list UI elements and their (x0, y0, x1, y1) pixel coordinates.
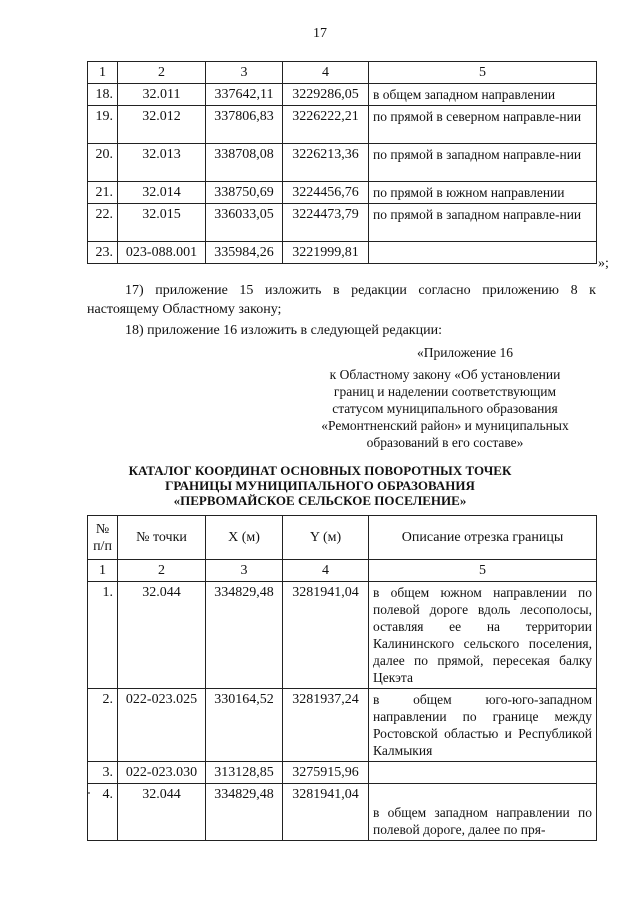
cell-desc: по прямой в западном направле-нии (369, 144, 597, 182)
cell-desc: в общем юго-юго-западном направлении по границе между Ростовской областью и Республикой Калмыкия (369, 689, 597, 762)
cell-n: 18. (88, 84, 118, 106)
column-header: Описание отрезка границы (369, 516, 597, 560)
column-header: № п/п (88, 516, 118, 560)
column-number-row (88, 560, 597, 582)
annex-caption-line: образований в его составе» (366, 435, 524, 450)
catalog-title-line: «ПЕРВОМАЙСКОЕ СЕЛЬСКОЕ ПОСЕЛЕНИЕ» (173, 493, 467, 508)
column-number: 2 (118, 560, 206, 582)
cell-x: 330164,52 (206, 689, 283, 762)
cell-y: 3221999,81 (283, 242, 369, 264)
cell-point: 32.044 (118, 582, 206, 689)
table-row (88, 784, 597, 841)
table-row (88, 582, 597, 689)
cell-n: 3. (88, 762, 118, 784)
cell-x: 337642,11 (206, 84, 283, 106)
cell-point: 32.044 (118, 784, 206, 841)
header-cell: 5 (369, 62, 597, 84)
annex-caption-line: статусом муниципального образования (332, 401, 558, 416)
cell-x: 338750,69 (206, 182, 283, 204)
table-row (88, 182, 597, 204)
header-cell: 1 (88, 62, 118, 84)
annex-caption-line: к Областному закону «Об установлении (329, 367, 561, 382)
cell-n: 23. (88, 242, 118, 264)
cell-desc: в общем южном направлении по полевой дороге вдоль лесополосы, оставляя ее на территории Калининского сельского поселения, далее по прямой, пересекая балку Цекэта (369, 582, 597, 689)
paragraph-17: 17) приложение 15 изложить в редакции согласно приложению 8 к настоящему Областному закону; (87, 283, 596, 317)
cell-point: 32.012 (118, 106, 206, 144)
cell-n: 1. (88, 582, 118, 689)
table-row (88, 242, 597, 264)
cell-x: 337806,83 (206, 106, 283, 144)
cell-n: 19. (88, 106, 118, 144)
cell-n: 2. (88, 689, 118, 762)
cell-n: 4. (88, 784, 118, 841)
table-row (88, 106, 597, 144)
header-cell: 4 (283, 62, 369, 84)
annex-caption-line: границ и наделении соответствующим (333, 384, 557, 399)
cell-y: 3226222,21 (283, 106, 369, 144)
annex-caption (300, 366, 590, 451)
cell-desc: в общем западном направлении по полевой дороге, далее по пря- (369, 784, 597, 841)
cell-desc: в общем западном направлении (369, 84, 597, 106)
cell-y: 3281941,04 (283, 582, 369, 689)
coordinates-catalog-table (87, 515, 597, 841)
cell-x: 336033,05 (206, 204, 283, 242)
cell-y: 3229286,05 (283, 84, 369, 106)
cell-x: 334829,48 (206, 582, 283, 689)
scan-speck (88, 792, 90, 794)
cell-n: 22. (88, 204, 118, 242)
table-row (88, 762, 597, 784)
coordinates-table-continuation (87, 61, 597, 264)
catalog-title-line: КАТАЛОГ КООРДИНАТ ОСНОВНЫХ ПОВОРОТНЫХ ТОЧЕК (128, 463, 512, 478)
cell-point: 022-023.030 (118, 762, 206, 784)
cell-desc: по прямой в южном направлении (369, 182, 597, 204)
cell-n: 20. (88, 144, 118, 182)
cell-y: 3281941,04 (283, 784, 369, 841)
cell-point: 32.015 (118, 204, 206, 242)
cell-y: 3224456,76 (283, 182, 369, 204)
table-row (88, 204, 597, 242)
cell-desc (369, 762, 597, 784)
cell-point: 022-023.025 (118, 689, 206, 762)
cell-desc (369, 242, 597, 264)
table-row (88, 144, 597, 182)
cell-y: 3281937,24 (283, 689, 369, 762)
column-header: Y (м) (283, 516, 369, 560)
column-number: 5 (369, 560, 597, 582)
table-header-row (88, 516, 597, 560)
column-number: 1 (88, 560, 118, 582)
cell-n: 21. (88, 182, 118, 204)
cell-point: 32.011 (118, 84, 206, 106)
table-header-row (88, 62, 597, 84)
cell-desc: по прямой в северном направле-нии (369, 106, 597, 144)
catalog-title-line: ГРАНИЦЫ МУНИЦИПАЛЬНОГО ОБРАЗОВАНИЯ (165, 478, 475, 493)
table-row (88, 689, 597, 762)
cell-point: 32.014 (118, 182, 206, 204)
column-number: 3 (206, 560, 283, 582)
cell-point: 32.013 (118, 144, 206, 182)
page-number: 17 (313, 26, 327, 41)
cell-x: 338708,08 (206, 144, 283, 182)
cell-y: 3226213,36 (283, 144, 369, 182)
cell-y: 3224473,79 (283, 204, 369, 242)
column-header: № точки (118, 516, 206, 560)
cell-x: 334829,48 (206, 784, 283, 841)
cell-point: 023-088.001 (118, 242, 206, 264)
cell-y: 3275915,96 (283, 762, 369, 784)
cell-x: 335984,26 (206, 242, 283, 264)
cell-desc: по прямой в западном направле-нии (369, 204, 597, 242)
column-number: 4 (283, 560, 369, 582)
header-cell: 3 (206, 62, 283, 84)
table-end-suffix: »; (598, 256, 609, 271)
paragraph-18: 18) приложение 16 изложить в следующей редакции: (125, 323, 442, 338)
header-cell: 2 (118, 62, 206, 84)
column-header: X (м) (206, 516, 283, 560)
table-row (88, 84, 597, 106)
annex-caption-line: «Ремонтненский район» и муниципальных (321, 418, 569, 433)
cell-x: 313128,85 (206, 762, 283, 784)
annex-title: «Приложение 16 (416, 345, 514, 360)
